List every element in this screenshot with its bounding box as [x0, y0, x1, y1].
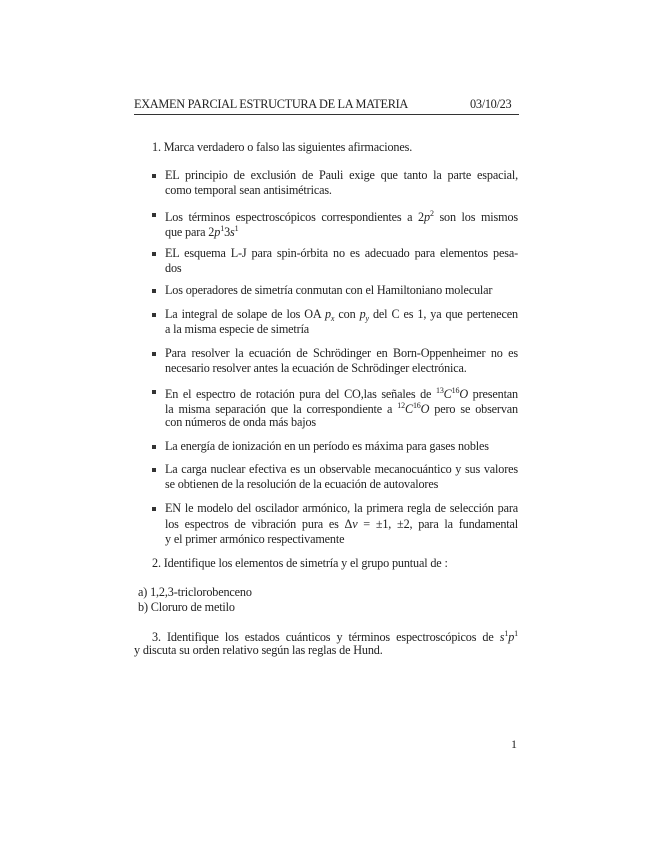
text-line — [165, 260, 518, 276]
text-line — [134, 642, 383, 658]
option-b: b) Cloruro de metilo — [138, 600, 235, 614]
text-segment: necesario resolver antes la ecuación de Schrödinger electrónica. — [165, 361, 467, 375]
text-segment: 1 — [234, 224, 239, 233]
text-line — [165, 345, 518, 361]
header-title: EXAMEN PARCIAL ESTRUCTURA DE LA MATERIA — [134, 97, 408, 111]
page-number: 1 — [511, 737, 517, 751]
text-segment: O — [420, 402, 430, 416]
text-segment: EL principio de exclusión de Pauli exige que tanto la parte espacial, — [165, 168, 518, 182]
text-line — [165, 221, 518, 237]
text-segment: presentan — [468, 387, 519, 401]
text-line — [165, 398, 518, 414]
text-segment: 2 — [429, 209, 434, 218]
text-segment: pero se observan — [429, 402, 518, 416]
text-segment: EN le modelo del oscilador armónico, la primera regla de selección para — [165, 501, 518, 515]
text-segment: 16 — [451, 386, 460, 395]
bullet-icon — [152, 468, 156, 472]
question-1: 1. Marca verdadero o falso las siguientes afirmaciones. — [152, 140, 413, 154]
text-segment: p — [359, 307, 366, 321]
text-line — [165, 206, 518, 222]
bullet-icon — [152, 252, 156, 256]
text-segment: se obtienen de la resolución de la ecuación de autovalores — [165, 477, 439, 491]
text-line — [165, 500, 518, 516]
text-segment: que para 2 — [165, 225, 215, 239]
text-segment: y — [365, 314, 369, 323]
text-segment: La carga nuclear efectiva es un observable mecanocuántico y sus valores — [165, 462, 518, 476]
text-segment: La energía de ionización en un período es máxima para gases nobles — [165, 439, 489, 453]
text-segment: y el primer armónico respectivamente — [165, 532, 345, 546]
header-rule — [134, 114, 519, 115]
text-line — [165, 461, 518, 477]
text-line — [165, 531, 518, 547]
text-segment: 3. Identifique los estados cuánticos y términos espectroscópicos de — [152, 630, 500, 644]
text-segment: = ±1, ±2, para la fundamental — [357, 517, 519, 531]
bullet-icon — [152, 352, 156, 356]
text-segment: EL esquema L-J para spin-órbita no es adecuado para elementos pesa- — [165, 246, 518, 260]
text-segment: Los términos espectroscópicos correspondientes a 2 — [165, 210, 424, 224]
text-line — [152, 626, 518, 642]
text-segment: C — [443, 387, 452, 401]
text-segment: dos — [165, 261, 182, 275]
text-segment: la misma separación que la correspondiente a — [165, 402, 398, 416]
text-segment: son los mismos — [433, 210, 518, 224]
text-line — [165, 383, 518, 399]
header-date: 03/10/23 — [470, 97, 512, 111]
text-segment: p — [508, 630, 515, 644]
text-segment: p — [324, 307, 331, 321]
text-segment: y discuta su orden relativo según las reglas de Hund. — [134, 643, 383, 657]
text-line — [165, 360, 518, 376]
text-line — [165, 167, 518, 183]
text-line — [165, 182, 518, 198]
text-segment: s — [499, 630, 505, 644]
text-line — [165, 476, 518, 492]
text-segment: 1 — [504, 629, 509, 638]
text-segment: C — [404, 402, 413, 416]
text-line — [165, 414, 518, 430]
text-segment: p — [214, 225, 221, 239]
text-segment: p — [424, 210, 430, 224]
text-segment: Para resolver la ecuación de Schrödinger en Born-Oppenheimer no es — [165, 346, 518, 360]
text-line — [165, 438, 518, 454]
bullet-icon — [152, 289, 156, 293]
text-segment: 1 — [514, 629, 518, 638]
text-line — [165, 321, 518, 337]
text-segment: del C es 1, ya que pertenecen — [368, 307, 518, 321]
text-segment: como temporal sean antisimétricas. — [165, 183, 332, 197]
text-segment: 16 — [412, 401, 421, 410]
bullet-icon — [152, 445, 156, 449]
text-segment: x — [330, 314, 335, 323]
text-segment: los espectros de vibración pura es Δ — [165, 517, 353, 531]
text-segment: Los operadores de simetría conmutan con el Hamiltoniano molecular — [165, 283, 493, 297]
text-line — [165, 516, 518, 532]
text-line — [165, 282, 518, 298]
bullet-icon — [152, 313, 156, 317]
bullet-icon — [152, 390, 156, 394]
text-segment: O — [459, 387, 469, 401]
text-segment: s — [230, 225, 235, 239]
text-segment: a la misma especie de simetría — [165, 322, 310, 336]
bullet-icon — [152, 507, 156, 511]
text-segment: con — [334, 307, 360, 321]
question-2: 2. Identifique los elementos de simetría y el grupo puntual de : — [152, 556, 448, 570]
option-a: a) 1,2,3-triclorobenceno — [138, 585, 252, 599]
text-segment: 3 — [224, 225, 231, 239]
text-segment: 1 — [220, 224, 225, 233]
text-segment: ν — [352, 517, 358, 531]
text-segment: La integral de solape de los OA — [165, 307, 325, 321]
bullet-icon — [152, 174, 156, 178]
text-line — [165, 306, 518, 322]
text-segment: 12 — [397, 401, 405, 410]
text-segment: 13 — [435, 386, 444, 395]
text-line — [165, 245, 518, 261]
text-segment: con números de onda más bajos — [165, 415, 317, 429]
bullet-icon — [152, 213, 156, 217]
text-segment: En el espectro de rotación pura del CO,las señales de — [165, 387, 436, 401]
